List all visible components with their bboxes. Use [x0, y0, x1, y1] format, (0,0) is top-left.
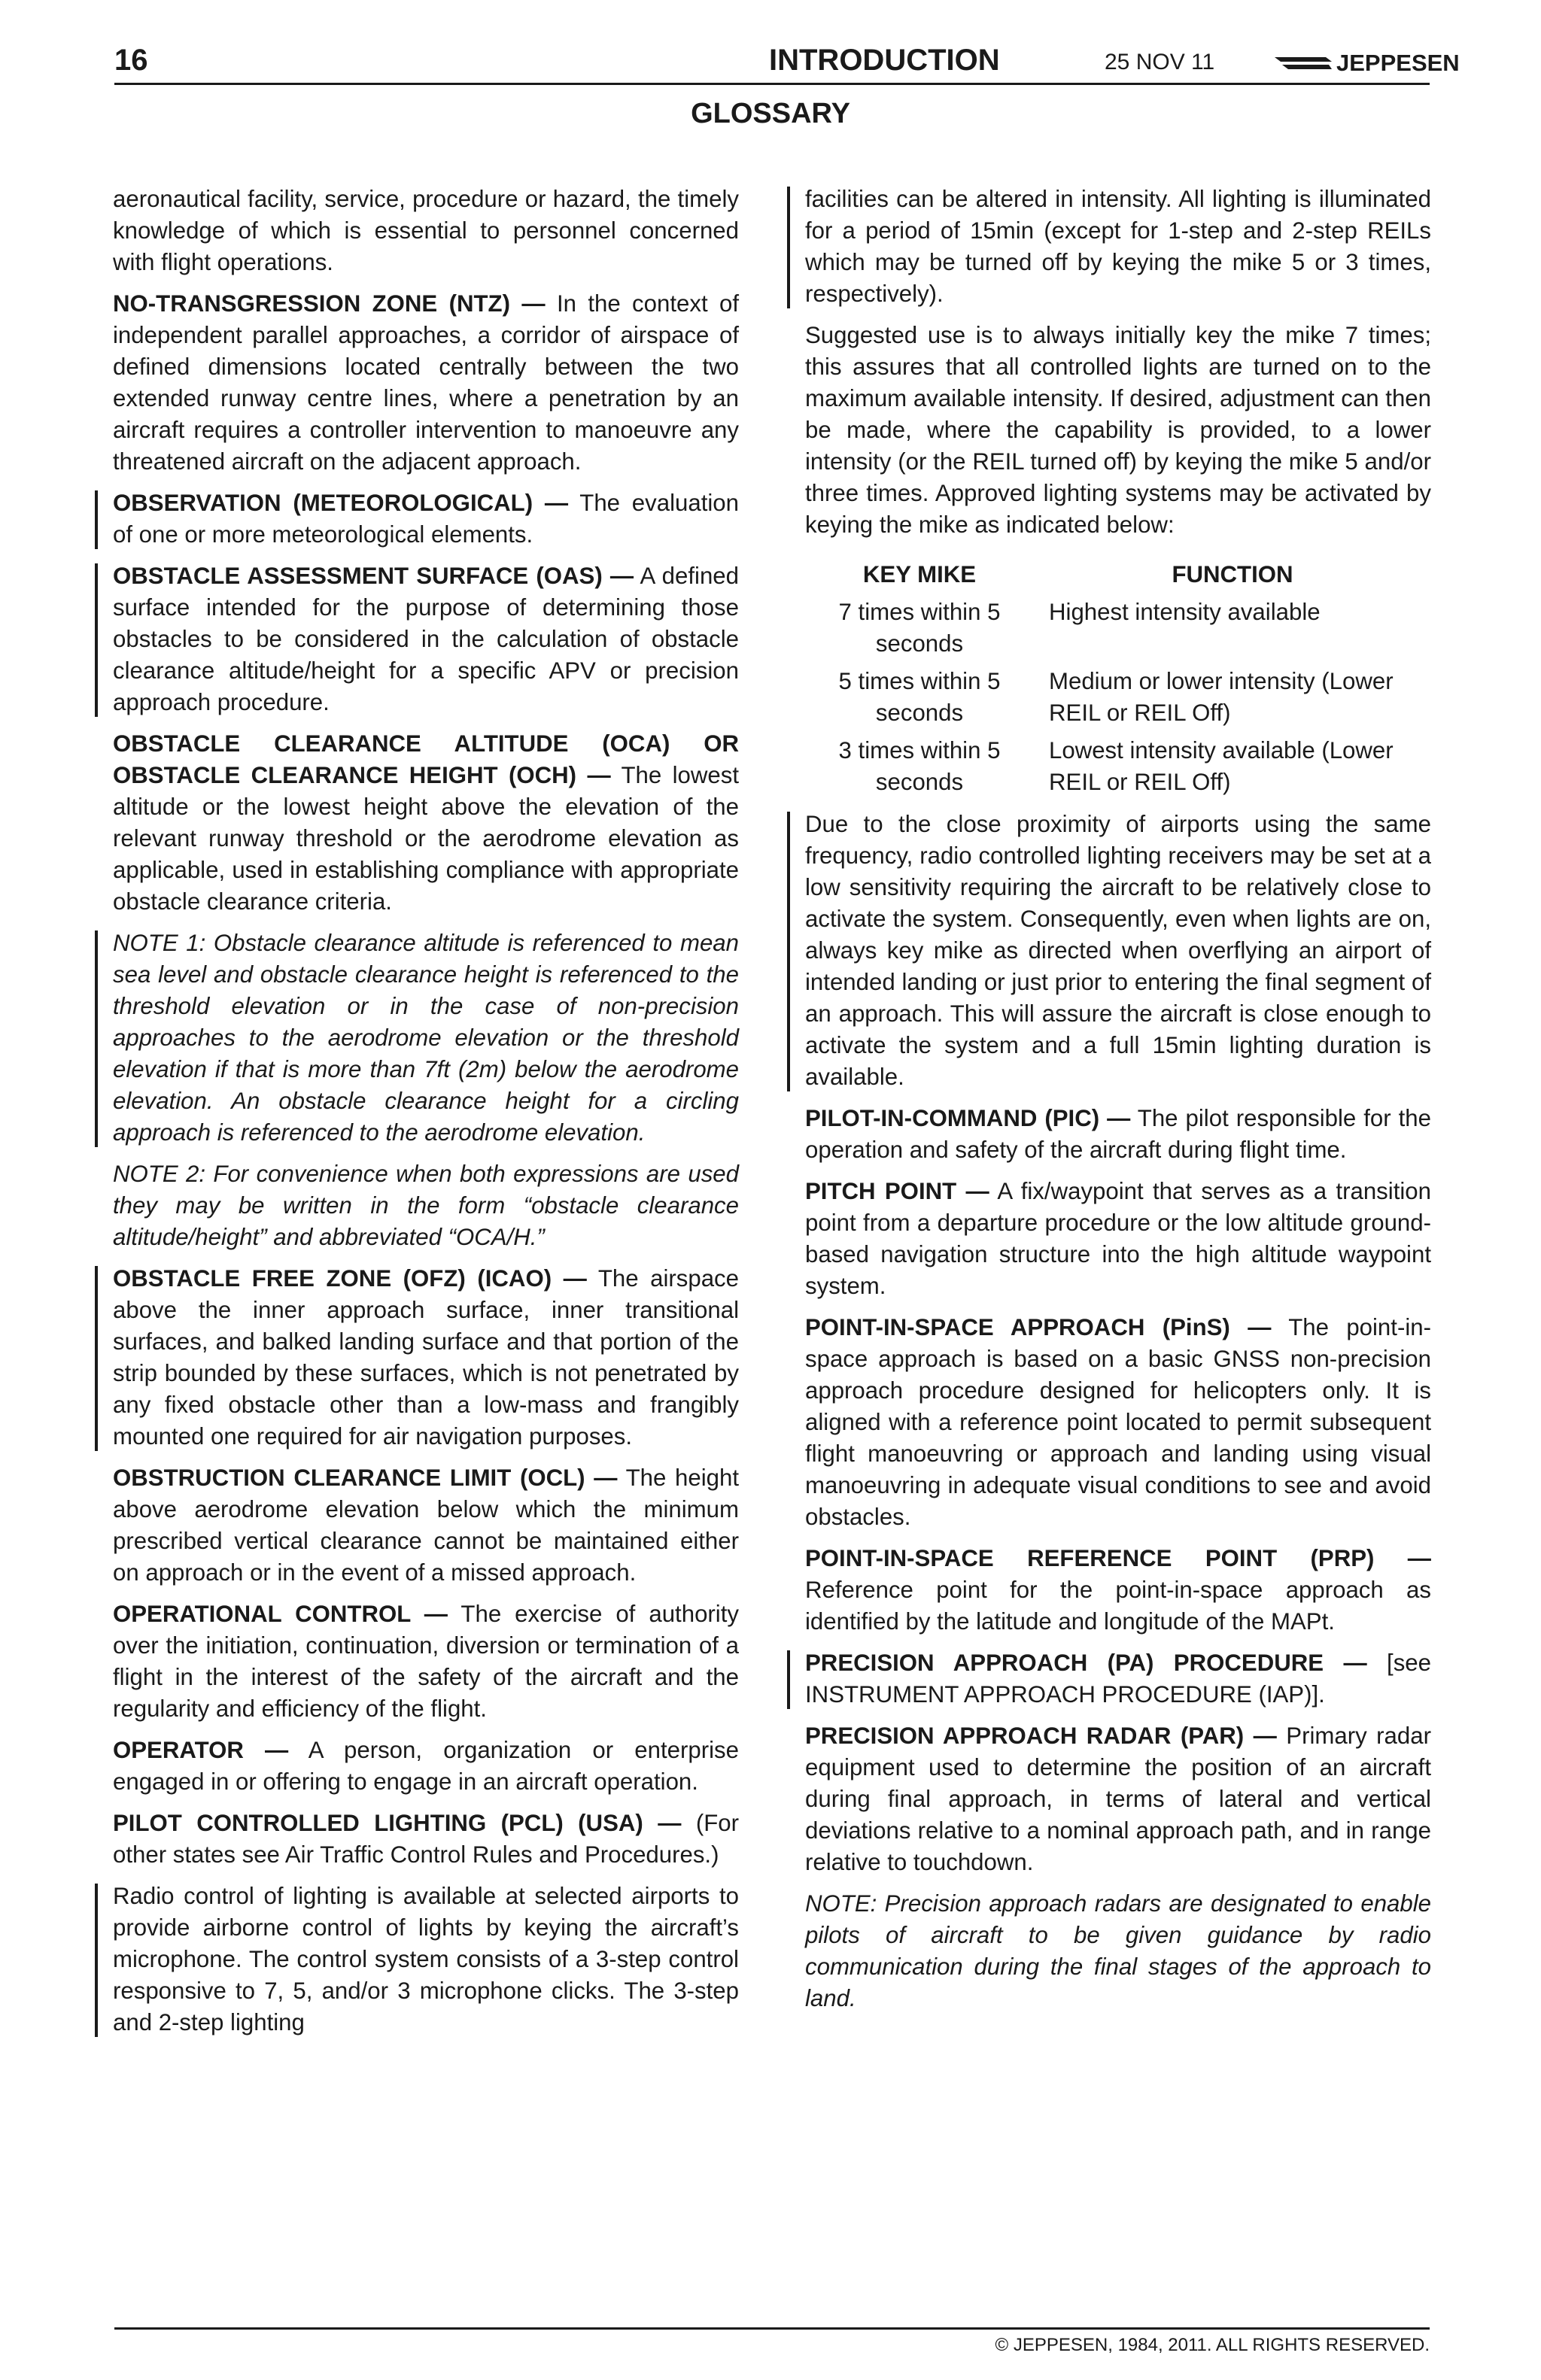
header-function: FUNCTION: [1172, 561, 1293, 587]
note-2: NOTE 2: For convenience when both expressions are used they may be written in the form “obstacle clearance altitude/height” and abbreviated “OCA/H.”: [113, 1161, 739, 1250]
entry-oas: OBSTACLE ASSESSMENT SURFACE (OAS) — A defined surface intended for the purpose of determining those obstacles to be considered in the calculation of obstacle clearance altitude/height for a specific APV or precision approach procedure.: [113, 560, 739, 718]
entry-prp: POINT-IN-SPACE REFERENCE POINT (PRP) — Reference point for the point-in-space approach as identified by the latitude and longitude of the MAPt.: [805, 1545, 1431, 1635]
entry-pa-procedure: PRECISION APPROACH (PA) PROCEDURE — [see INSTRUMENT APPROACH PROCEDURE (IAP)].: [805, 1647, 1431, 1711]
page-title: GLOSSARY: [691, 98, 850, 129]
entry-observation: OBSERVATION (METEOROLOGICAL) — The evaluation of one or more meteorological elements.: [113, 487, 739, 551]
jeppesen-logo: [1273, 47, 1460, 78]
entry-ntz: NO-TRANSGRESSION ZONE (NTZ) — In the context of independent parallel approaches, a corridor of airspace of defined dimensions located centrally between the two extended runway centre lines, where a penetration by an aircraft requires a controller intervention to manoeuvre any threatened aircraft on the adjacent approach.: [113, 290, 739, 475]
entry-operator: OPERATOR — A person, organization or enterprise engaged in or offering to engage in an aircraft operation.: [113, 1737, 739, 1795]
entry-pcl-radio-control: Radio control of lighting is available at selected airports to provide airborne control of lights by keying the aircraft’s microphone. The control system consists of a 3-step control responsive to 7, 5, and/or 3 microphone clicks. The 3-step and 2-step lighting: [113, 1881, 739, 2038]
table-cell-key: 5 times within 5 seconds: [838, 668, 1001, 726]
header-key-mike: KEY MIKE: [862, 561, 977, 587]
entry-continuation: aeronautical facility, service, procedure or hazard, the timely knowledge of which is essential to personnel concerned with flight operations.: [113, 186, 739, 275]
entry-operational-control: OPERATIONAL CONTROL — The exercise of authority over the initiation, continuation, diversion or termination of a flight in the interest of the safety of the aircraft and the regularity and efficiency of the flight.: [113, 1601, 739, 1722]
entry-pitch-point: PITCH POINT — A fix/waypoint that serves as a transition point from a departure procedure or the low altitude ground-based navigation structure into the high altitude waypoint system.: [805, 1178, 1431, 1299]
brand-wordmark: JEPPESEN: [1336, 50, 1460, 76]
note-1: NOTE 1: Obstacle clearance altitude is referenced to mean sea level and obstacle clearance height is referenced to the threshold elevation or in the case of non-precision approaches to the aerodrome elevation or the threshold elevation if that is more than 7ft (2m) below the aerodrome elevation. An obstacle clearance height for a circling approach is referenced to the aerodrome elevation.: [113, 927, 739, 1149]
table-row: [805, 666, 1431, 729]
left-column: [113, 184, 739, 2048]
table-cell-function: Medium or lower intensity (Lower REIL or REIL Off): [1049, 668, 1394, 726]
entry-pins: POINT-IN-SPACE APPROACH (PinS) — The point-in-space approach is based on a basic GNSS non-precision approach procedure designed for helicopters only. It is aligned with a reference point located to permit subsequent flight manoeuvring or approach and landing using visual manoeuvring in adequate visual conditions to see and avoid obstacles.: [805, 1314, 1431, 1530]
page-number: 16: [114, 44, 148, 77]
note-par: NOTE: Precision approach radars are designated to enable pilots of aircraft to be given guidance by radio communication during the final stages of the approach to land.: [805, 1890, 1431, 2011]
table-cell-key: 3 times within 5 seconds: [838, 737, 1001, 795]
table-row: [805, 597, 1431, 660]
entry-ofz: OBSTACLE FREE ZONE (OFZ) (ICAO) — The airspace above the inner approach surface, inner transitional surfaces, and balked landing surface and that portion of the strip bounded by these surfaces, which is not penetrated by any fixed obstacle other than a low-mass and frangibly mounted one required for air navigation purposes.: [113, 1263, 739, 1453]
key-mike-table: [805, 559, 1431, 798]
copyright-footer: © JEPPESEN, 1984, 2011. ALL RIGHTS RESERVED.: [995, 2335, 1430, 2355]
table-cell-key: 7 times within 5 seconds: [838, 599, 1001, 657]
entry-pic: PILOT-IN-COMMAND (PIC) — The pilot responsible for the operation and safety of the aircraft during flight time.: [805, 1105, 1431, 1163]
table-cell-function: Highest intensity available: [1049, 599, 1321, 625]
entry-pcl-suggested-use: Suggested use is to always initially key the mike 7 times; this assures that all controlled lights are turned on to the maximum available intensity. If desired, adjustment can then be made, where the capability is provided, to a lower intensity (or the REIL turned off) by keying the mike 5 and/or three times. Approved lighting systems may be activated by keying the mike as indicated below:: [805, 322, 1431, 538]
entry-pcl-proximity: Due to the close proximity of airports using the same frequency, radio controlled lighting receivers may be set at a low sensitivity requiring the aircraft to be relatively close to activate the system. Consequently, even when lights are on, always key mike as directed when overflying an airport of intended landing or just prior to entering the final segment of an approach. This will assure the aircraft is close enough to activate the system and a full 15min lighting duration is available.: [805, 809, 1431, 1093]
revision-date: 25 NOV 11: [1105, 50, 1215, 74]
entry-ocl: OBSTRUCTION CLEARANCE LIMIT (OCL) — The height above aerodrome elevation below which the minimum prescribed vertical clearance cannot be maintained either on approach or in the event of a missed approach.: [113, 1465, 739, 1586]
entry-par: PRECISION APPROACH RADAR (PAR) — Primary radar equipment used to determine the position of an aircraft during final approach, in terms of lateral and vertical deviations relative to a nominal approach path, and in range relative to touchdown.: [805, 1723, 1431, 1875]
entry-pcl-continued: facilities can be altered in intensity. All lighting is illuminated for a period of 15min (except for 1-step and 2-step REILs which may be turned off by keying the mike 5 or 3 times, respectively).: [805, 184, 1431, 310]
page-header: [114, 42, 1460, 85]
section-title: INTRODUCTION: [769, 44, 1000, 77]
table-cell-function: Lowest intensity available (Lower REIL or REIL Off): [1049, 737, 1394, 795]
table-header: [805, 559, 1431, 590]
footer-divider: [114, 2327, 1430, 2330]
entry-pcl: PILOT CONTROLLED LIGHTING (PCL) (USA) — (For other states see Air Traffic Control Rules and Procedures.): [113, 1810, 739, 1868]
right-column: [805, 184, 1431, 2024]
entry-oca-och: OBSTACLE CLEARANCE ALTITUDE (OCA) OR OBSTACLE CLEARANCE HEIGHT (OCH) — The lowest altitude or the lowest height above the elevation of the relevant runway threshold or the aerodrome elevation as applicable, used in establishing compliance with appropriate obstacle clearance criteria.: [113, 730, 739, 915]
table-row: [805, 735, 1431, 798]
